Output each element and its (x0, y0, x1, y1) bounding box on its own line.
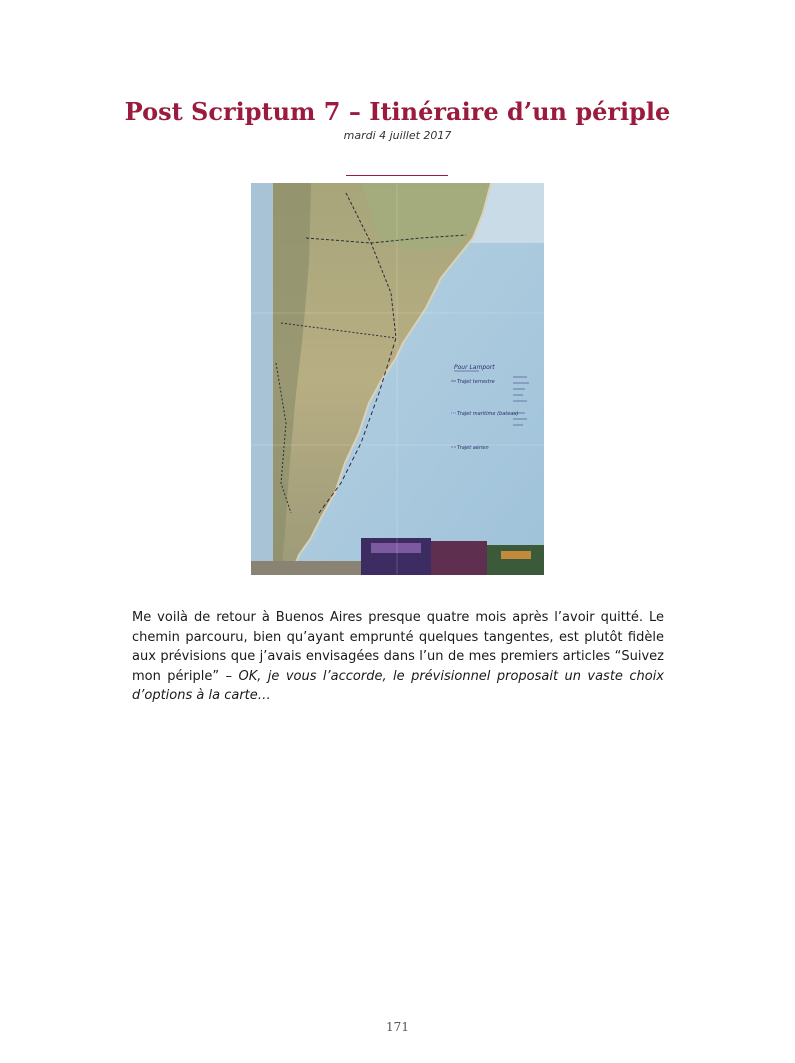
page-title: Post Scriptum 7 – Itinéraire d’un périple (124, 97, 671, 126)
map-legend-item: Trajet aérien (457, 445, 489, 451)
title-separator (346, 175, 448, 176)
body-text: Me voilà de retour à Buenos Aires presque quatre mois après l’avoir quitté. Le chemin parcouru, bien qu’ayant emprunté quelques tangentes, est plutôt fidèle aux prévisions que j’avais envisagées dans l’un de mes premiers articles “Suivez mon périple” – (132, 610, 664, 684)
page-number: 171 (386, 1020, 409, 1034)
body-paragraph (132, 608, 664, 706)
map-legend-item: Trajet maritime (bateau) (457, 411, 519, 417)
map-legend-item: Trajet terrestre (457, 379, 495, 385)
map-photo (251, 183, 544, 575)
map-legend-heading: Pour Lamport (454, 364, 495, 371)
post-date: mardi 4 juillet 2017 (343, 129, 452, 142)
body-text-italic: OK, je vous l’accorde, le prévisionnel proposait un vaste choix d’options à la carte… (132, 668, 665, 704)
